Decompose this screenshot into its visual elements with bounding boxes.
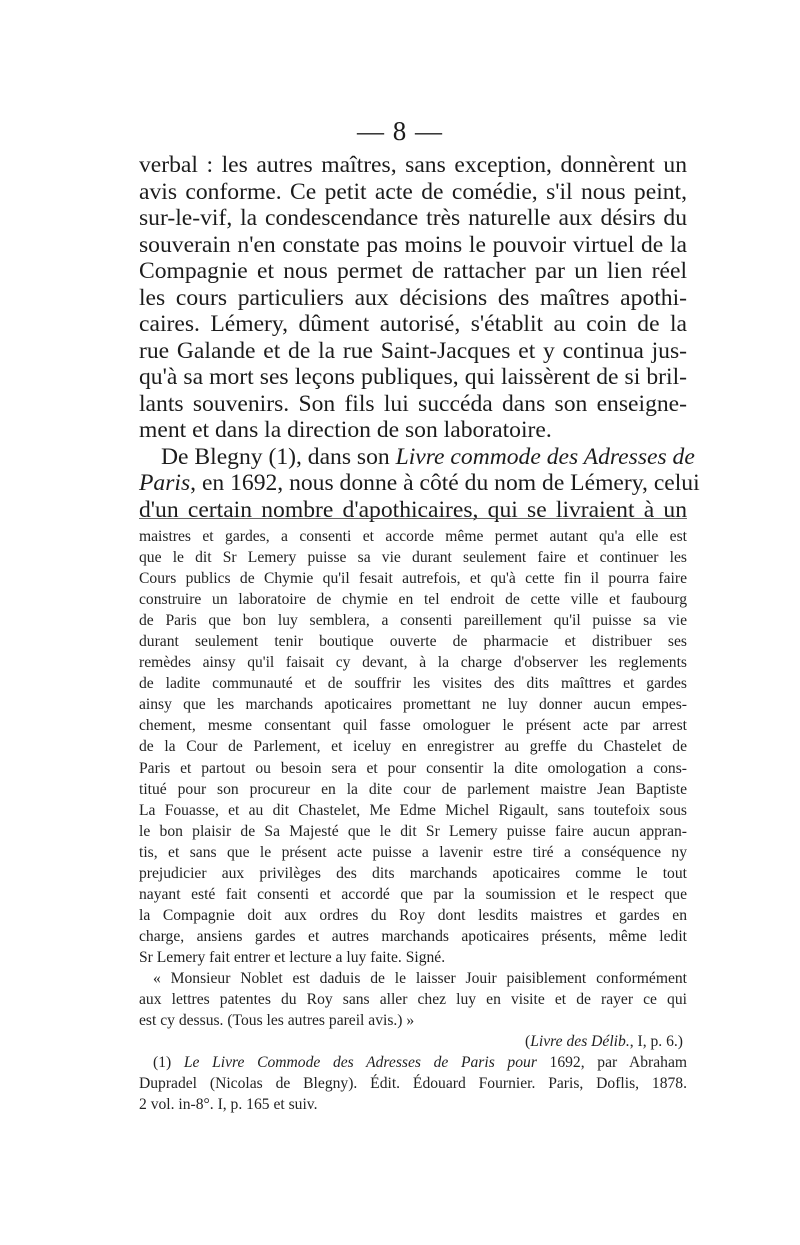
footnote-line: Dupradel (Nicolas de Blegny). Édit. Édouard Fournier. Paris, Doflis, 1878.	[139, 1075, 687, 1093]
footnote-line: tis, et sans que le présent acte puisse a lavenir estre tiré a conséquence ny	[139, 843, 687, 861]
text-line: Compagnie et nous permet de rattacher par un lien réel	[139, 258, 687, 284]
text-line: ment et dans la direction de son laboratoire.	[139, 417, 552, 443]
footnote-line: prejudicier aux privilèges des dits marchands apoticaires comme le tout	[139, 864, 687, 882]
paragraph-line	[139, 443, 695, 471]
footnote-line: construire un laboratoire de chymie en tel endroit de cette ville et faubourg	[139, 591, 687, 609]
footnote-line: est cy dessus. (Tous les autres pareil avis.) »	[139, 1012, 415, 1030]
main-text-block	[139, 152, 700, 523]
footnote-number: (1)	[153, 1054, 184, 1072]
footnote-line: Cours publics de Chymie qu'il fesait autrefois, et qu'à cette fin il pourra faire	[139, 570, 687, 588]
footnote-line: charge, ansiens gardes et autres marchands apoticaires présents, même ledit	[139, 927, 687, 945]
footnote-line: « Monsieur Noblet est daduis de le laisser Jouir paisiblement conformément	[153, 969, 687, 987]
footnote-divider	[139, 518, 687, 519]
footnote-line: la Compagnie doit aux ordres du Roy dont lesdits maistres et gardes en	[139, 906, 687, 924]
footnote-1	[139, 1052, 687, 1073]
footnotes-block	[139, 526, 687, 1115]
text-line: lants souvenirs. Son fils lui succéda dans son enseigne-	[139, 390, 687, 417]
text-line: souverain n'en constate pas moins le pouvoir virtuel de la	[139, 231, 687, 258]
text-span: De Blegny (1), dans son	[161, 443, 396, 470]
book-title: Le Livre Commode des Adresses de Paris pour	[183, 1054, 537, 1072]
text-line: caires. Lémery, dûment autorisé, s'établit au coin de la	[139, 311, 687, 337]
footnote-line: Paris et partout ou besoin sera et pour consentir la dite omologation a cons-	[139, 759, 687, 777]
text-span: , en 1692, nous donne à côté du nom de Lémery, celui	[190, 470, 700, 496]
text-span: 1692, par Abraham	[536, 1054, 687, 1072]
footnote-line: de la Cour de Parlement, et iceluy en enregistrer au greffe du Chastelet de	[139, 738, 687, 756]
footnote-line: que le dit Sr Lemery puisse sa vie durant seulement faire et continuer les	[139, 549, 687, 567]
footnote-line: titué pour son procureur en la dite cour de parlement maistre Jean Baptiste	[139, 780, 687, 798]
text-line: avis conforme. Ce petit acte de comédie, s'il nous peint,	[139, 178, 687, 205]
footnote-line: remèdes ainsy qu'il faisait cy devant, à la charge d'observer les reglements	[139, 654, 687, 672]
footnote-line: La Fouasse, et au dit Chastelet, Me Edme Michel Rigault, sans toutefoix sous	[139, 801, 687, 819]
source-reference	[139, 1031, 687, 1052]
text-span: , I, p. 6.)	[629, 1033, 683, 1051]
footnote-line: de ladite communauté et de souffrir les visites des dits maîttres et gardes	[139, 675, 687, 693]
text-line: verbal : les autres maîtres, sans exception, donnèrent un	[139, 152, 687, 178]
page-number: — 8 —	[357, 116, 443, 146]
book-title: Paris	[139, 470, 191, 496]
footnote-line: maistres et gardes, a consenti et accorde même permet autant qu'a elle est	[139, 528, 687, 545]
book-title: Livre commode des Adresses de	[395, 443, 695, 470]
text-line: sur-le-vif, la condescendance très naturelle aux désirs du	[139, 205, 687, 231]
footnote-line: ainsy que les marchands apoticaires promettant ne luy donner aucun empes-	[139, 696, 687, 714]
text-span: (	[525, 1033, 531, 1051]
paragraph-line: d'un certain nombre d'apothicaires, qui se livraient à un	[139, 496, 687, 523]
text-line: qu'à sa mort ses leçons publiques, qui laissèrent de si bril-	[139, 364, 687, 390]
footnote-line: aux lettres patentes du Roy sans aller chez luy en visite et de rayer ce qui	[139, 991, 687, 1009]
footnote-line: 2 vol. in-8°. I, p. 165 et suiv.	[139, 1096, 318, 1114]
paragraph-line	[139, 470, 700, 497]
text-line: les cours particuliers aux décisions des maîtres apothi-	[139, 284, 687, 311]
footnote-line: chement, mesme consentant quil fasse omologuer le présent acte par arrest	[139, 717, 687, 735]
footnote-line: Sr Lemery fait entrer et lecture a luy faite. Signé.	[139, 948, 446, 966]
text-line: rue Galande et de la rue Saint-Jacques et y continua jus-	[139, 337, 687, 364]
source-title: Livre des Délib.	[530, 1033, 630, 1051]
footnote-line: durant seulement tenir boutique ouverte de pharmacie et distribuer ses	[139, 633, 687, 651]
footnote-line: nayant esté fait consenti et accordé que par la soumission et le respect que	[139, 885, 687, 903]
footnote-line: le bon plaisir de Sa Majesté que le dit Sr Lemery puisse faire aucun appran-	[139, 822, 687, 840]
footnote-line: de Paris que bon luy semblera, a consenti pareillement qu'il puisse sa vie	[139, 612, 687, 630]
